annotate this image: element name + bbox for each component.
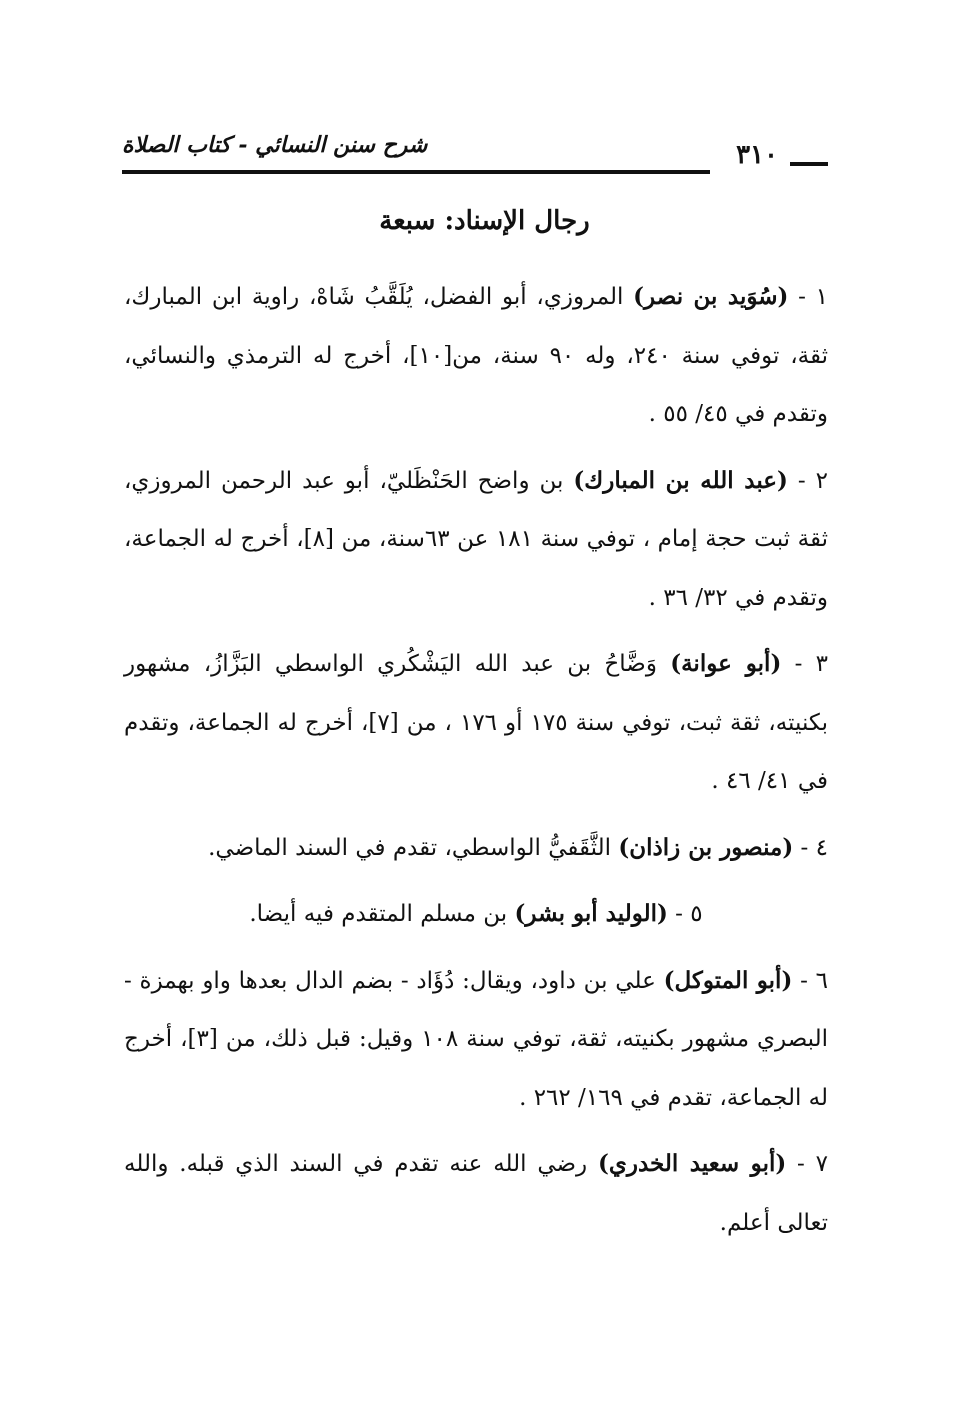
page-number: ٣١٠	[736, 140, 778, 170]
narrator-description: علي بن داود، ويقال: دُؤَاد - بضم الدال بعدها واو بهمزة - البصري مشهور بكنيته، ثقة، توفي سنة ١٠٨ وقيل: قبل ذلك، من [٣]، أخرج له الجماعة، تقدم في ١٦٩/ ٢٦٢ .	[124, 967, 828, 1111]
narrator-entry-1	[124, 268, 828, 444]
narrator-name: (أبو عوانة)	[670, 650, 782, 677]
header-rule	[122, 170, 710, 174]
section-title: رجال الإسناد: سبعة	[379, 206, 590, 236]
running-title: شرح سنن النسائي - كتاب الصلاة	[122, 132, 428, 158]
narrator-description: بن واضح الحَنْظَليّ، أبو عبد الرحمن المروزي، ثقة ثبت حجة إمام ، توفي سنة ١٨١ عن ٦٣سنة، من [٨]، أخرج له الجماعة، وتقدم في ٣٢/ ٣٦ .	[124, 467, 829, 611]
entry-number: ٦ -	[792, 967, 828, 994]
entry-number: ٥ -	[667, 901, 703, 927]
narrator-name: (أبو المتوكل)	[663, 966, 793, 994]
narrator-description: بن مسلم المتقدم فيه أيضا.	[249, 901, 515, 927]
entry-number: ١ -	[788, 284, 828, 310]
narrator-entry-3	[124, 635, 828, 811]
narrator-description: وَضَّاحُ بن عبد الله اليَشْكُري الواسطي البَزَّازُ، مشهور بكنيته، ثقة ثبت، توفي سنة ١٧٥ أو ١٧٦ ، من [٧]، أخرج له الجماعة، وتقدم في ٤١/ ٤٦ .	[124, 651, 828, 794]
narrator-name: (سُوَيد بن نصر)	[633, 283, 789, 310]
page-header	[122, 128, 828, 178]
narrator-name: (منصور بن زاذان)	[618, 833, 794, 861]
narrator-entry-6	[124, 952, 828, 1128]
narrator-entry-5	[124, 885, 828, 944]
narrator-description: الثَّقَفيُّ الواسطي، تقدم في السند الماضي.	[208, 834, 619, 861]
entry-number: ٣ -	[781, 651, 829, 677]
narrator-name: (أبو سعيد الخدري)	[597, 1150, 787, 1177]
page-number-dash	[790, 162, 828, 166]
entry-number: ٧ -	[786, 1151, 828, 1177]
narrator-description: المروزي، أبو الفضل، يُلَقَّبُ شَاهْ، راوية ابن المبارك، ثقة، توفي سنة ٢٤٠، وله ٩٠ سنة، من[١٠]، أخرج له الترمذي والنسائي، وتقدم في ٤٥/ ٥٥ .	[124, 284, 829, 427]
narrator-description: رضي الله عنه تقدم في السند الذي قبله. والله تعالى أعلم.	[124, 1151, 828, 1236]
narrator-name: (الوليد أبو بشر)	[514, 900, 668, 927]
entry-number: ٢ -	[787, 467, 828, 494]
narrator-entry-4	[124, 819, 828, 878]
narrator-entry-7	[124, 1135, 828, 1252]
narrators-list	[124, 268, 828, 1260]
entry-number: ٤ -	[793, 834, 828, 861]
narrator-entry-2	[124, 452, 828, 628]
narrator-name: (عبد الله بن المبارك)	[573, 466, 788, 494]
